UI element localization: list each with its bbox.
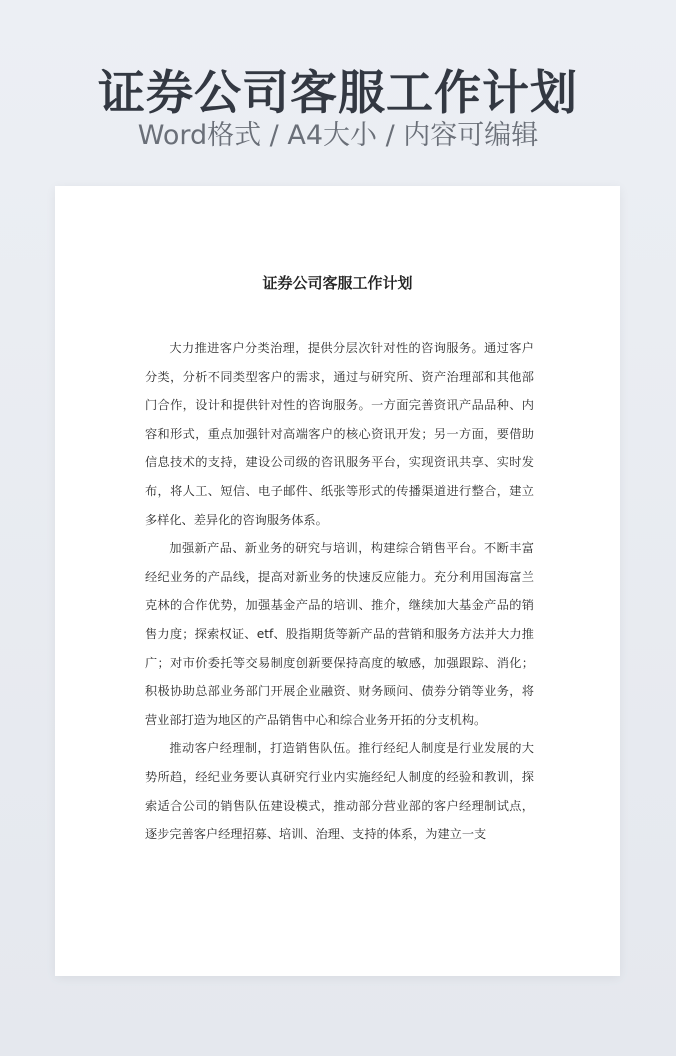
header-title: 证券公司客服工作计划 [98,66,578,121]
document-title: 证券公司客服工作计划 [262,274,413,292]
paragraph-1: 大力推进客户分类治理，提供分层次针对性的咨询服务。通过客户分类，分析不同类型客户的需求，通过与研究所、资产治理部和其他部门合作，设计和提供针对性的咨询服务。一方面完善资讯产品品种、内容和形式，重点加强针对高端客户的核心资讯开发；另一方面，要借助信息技术的支持，建设公司级的咨讯服务平台，实现资讯共享、实时发布，将人工、短信、电子邮件、纸张等形式的传播渠道进行整合，建立多样化、差异化的咨询服务体系。 [145,341,534,527]
document-body [145,334,534,849]
document-page[interactable] [55,186,620,976]
paragraph-3: 推动客户经理制，打造销售队伍。推行经纪人制度是行业发展的大势所趋，经纪业务要认真研究行业内实施经纪人制度的经验和教训，探索适合公司的销售队伍建设模式，推动部分营业部的客户经理制试点，逐步完善客户经理招募、培训、治理、支持的体系，为建立一支 [145,741,534,842]
paragraph-2: 加强新产品、新业务的研究与培训，构建综合销售平台。不断丰富经纪业务的产品线，提高对新业务的快速反应能力。充分利用国海富兰克林的合作优势，加强基金产品的培训、推介，继续加大基金产品的销售力度；探索权证、etf、股指期货等新产品的营销和服务方法并大力推广；对市价委托等交易制度创新要保持高度的敏感，加强跟踪、消化；积极协助总部业务部门开展企业融资、财务顾问、债券分销等业务，将营业部打造为地区的产品销售中心和综合业务开拓的分支机构。 [145,541,534,727]
header-subtitle: Word格式 / A4大小 / 内容可编辑 [137,120,539,151]
